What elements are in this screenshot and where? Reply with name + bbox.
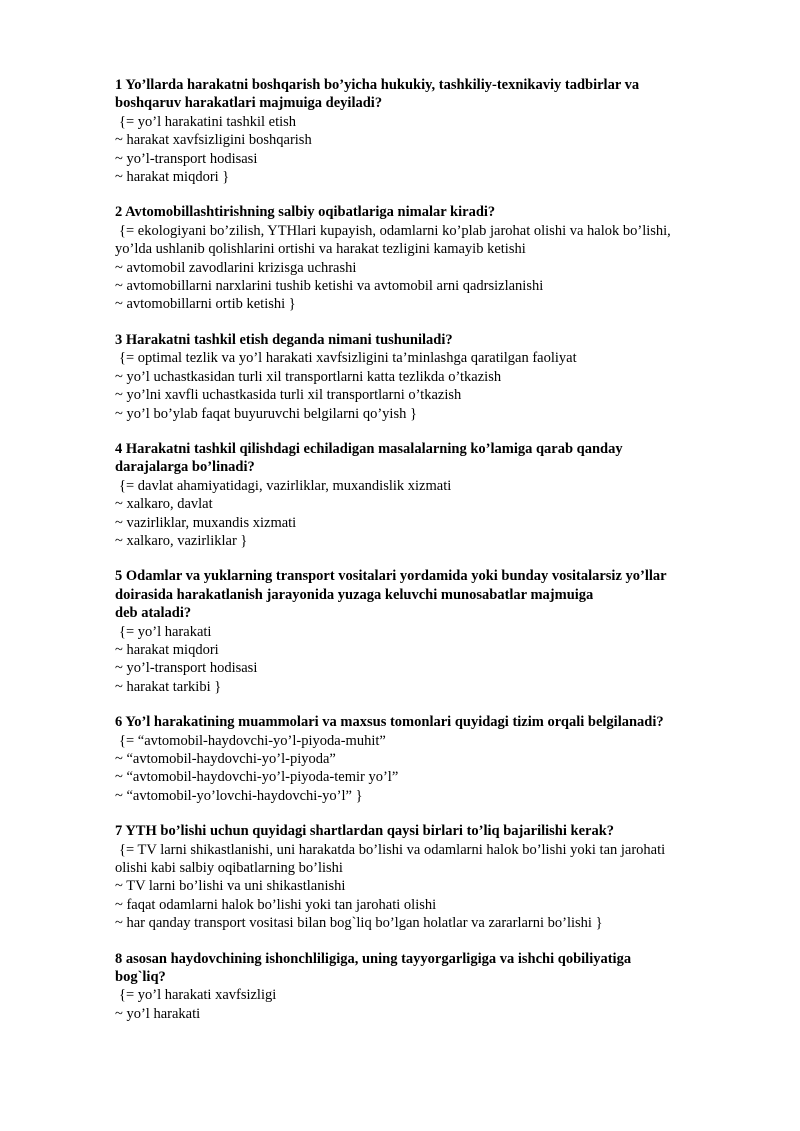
wrong-answer: ~ xalkaro, davlat (115, 496, 213, 513)
question-title-line: 2 Avtomobillashtirishning salbiy oqibatlariga nimalar kiradi? (115, 204, 496, 221)
question-title-line: 5 Odamlar va yuklarning transport vositalari yordamida yoki bunday vositalarsiz yo’llar (115, 568, 667, 585)
question-title (115, 440, 755, 477)
question-title-line: darajalarga bo’linadi? (115, 459, 255, 476)
wrong-answer: ~ yo’l-transport hodisasi (115, 150, 258, 167)
question-7 (115, 822, 755, 932)
wrong-answer: ~ yo’l uchastkasidan turli xil transportlarni katta tezlikda o’tkazish (115, 368, 502, 385)
question-title-line: 8 asosan haydovchining ishonchliligiga, uning tayyorgarligiga va ishchi qobiliyatiga (115, 950, 632, 967)
question-title (115, 76, 755, 113)
question-2 (115, 203, 755, 313)
wrong-answer: ~ avtomobillarni narxlarini tushib ketishi va avtomobil arni qadrsizlanishi (115, 278, 544, 295)
correct-answer: {= davlat ahamiyatidagi, vazirliklar, muxandislik xizmati (119, 477, 452, 494)
wrong-answer: ~ xalkaro, vazirliklar } (115, 532, 248, 549)
question-title-line: 6 Yo’l harakatining muammolari va maxsus tomonlari quyidagi tizim orqali belgilanadi? (115, 714, 664, 731)
question-title-line: bog`liq? (115, 969, 166, 986)
correct-answer: {= yo’l harakatini tashkil etish (119, 113, 297, 130)
question-4 (115, 440, 755, 550)
wrong-answer: ~ harakat miqdori (115, 641, 219, 658)
wrong-answer: ~ “avtomobil-haydovchi-yo’l-piyoda-temir yo’l” (115, 769, 399, 786)
wrong-answer: ~ vazirliklar, muxandis xizmati (115, 514, 297, 531)
question-1 (115, 76, 755, 186)
question-title-line: 1 Yo’llarda harakatni boshqarish bo’yicha hukukiy, tashkiliy-texnikaviy tadbirlar va (115, 77, 640, 93)
wrong-answer: ~ yo’l bo’ylab faqat buyuruvchi belgilarni qo’yish } (115, 405, 417, 422)
wrong-answer: ~ “avtomobil-yo’lovchi-haydovchi-yo’l” } (115, 787, 363, 804)
correct-answer: {= yo’l harakati (119, 623, 212, 640)
correct-answer: {= yo’l harakati xavfsizligi (119, 987, 277, 1004)
wrong-answer: ~ yo’lni xavfli uchastkasida turli xil transportlarni o’tkazish (115, 387, 462, 404)
wrong-answer: ~ harakat miqdori } (115, 169, 230, 186)
correct-answer: {= ekologiyani bo’zilish, YTHlari kupayish, odamlarni ko’plab jarohat olishi va halok bo’lishi, (119, 222, 671, 239)
document-page (115, 76, 755, 1040)
question-title-line: 4 Harakatni tashkil qilishdagi echiladigan masalalarning ko’lamiga qarab qanday (115, 440, 623, 457)
correct-answer: {= “avtomobil-haydovchi-yo’l-piyoda-muhit” (119, 732, 386, 749)
question-title (115, 567, 755, 622)
question-title (115, 203, 755, 221)
wrong-answer: ~ har qanday transport vositasi bilan bog`liq bo’lgan holatlar va zararlarni bo’lishi } (115, 915, 603, 932)
question-3 (115, 331, 755, 423)
question-6 (115, 713, 755, 805)
wrong-answer: ~ avtomobil zavodlarini krizisga uchrashi (115, 259, 357, 276)
wrong-answer: ~ TV larni bo’lishi va uni shikastlanishi (115, 878, 346, 895)
wrong-answer: ~ “avtomobil-haydovchi-yo’l-piyoda” (115, 751, 336, 767)
correct-answer-continuation: olishi kabi salbiy oqibatlarning bo’lishi (115, 860, 343, 877)
question-title (115, 950, 755, 987)
question-8 (115, 950, 755, 1024)
question-title-line: deb ataladi? (115, 605, 192, 622)
question-title (115, 713, 755, 731)
wrong-answer: ~ harakat tarkibi } (115, 678, 222, 695)
wrong-answer: ~ avtomobillarni ortib ketishi } (115, 296, 296, 313)
wrong-answer: ~ faqat odamlarni halok bo’lishi yoki tan jarohati olishi (115, 896, 437, 913)
correct-answer: {= optimal tezlik va yo’l harakati xavfsizligini ta’minlashga qaratilgan faoliyat (119, 350, 577, 367)
wrong-answer: ~ yo’l harakati (115, 1005, 201, 1022)
question-title-line: doirasida harakatlanish jarayonida yuzaga keluvchi munosabatlar majmuiga (115, 586, 594, 603)
question-title-line: 3 Harakatni tashkil etish deganda nimani tushuniladi? (115, 331, 453, 348)
question-title-line: boshqaruv harakatlari majmuiga deyiladi? (115, 95, 383, 112)
question-title (115, 331, 755, 349)
question-title (115, 822, 755, 840)
correct-answer: {= TV larni shikastlanishi, uni harakatda bo’lishi va odamlarni halok bo’lishi yoki tan jarohati (119, 841, 666, 858)
question-title-line: 7 YTH bo’lishi uchun quyidagi shartlardan qaysi birlari to’liq bajarilishi kerak? (115, 823, 615, 840)
wrong-answer: ~ yo’l-transport hodisasi (115, 660, 258, 677)
question-5 (115, 567, 755, 696)
correct-answer-continuation: yo’lda ushlanib qolishlarini ortishi va harakat tezligini kamayib ketishi (115, 241, 526, 258)
wrong-answer: ~ harakat xavfsizligini boshqarish (115, 132, 312, 149)
